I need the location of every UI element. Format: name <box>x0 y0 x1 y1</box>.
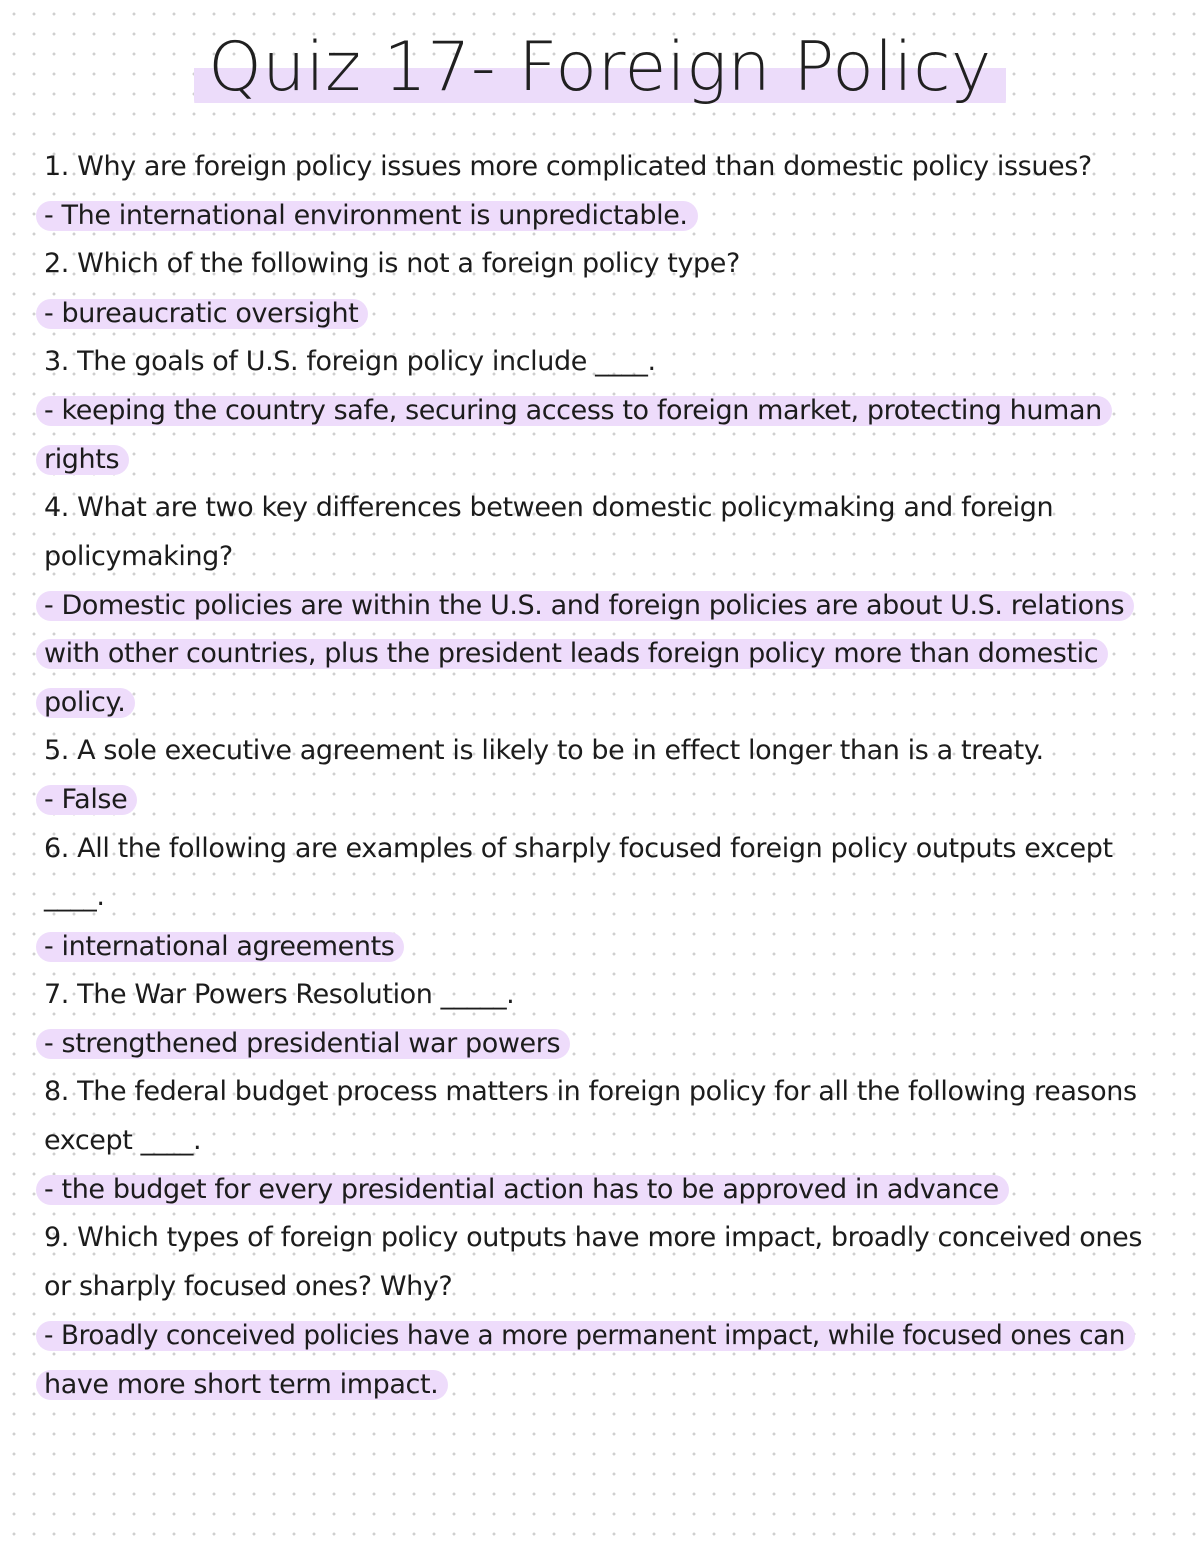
answer-line <box>44 289 1144 338</box>
question-line <box>44 240 1144 289</box>
question-line <box>44 825 1144 874</box>
answer-line <box>44 922 1144 971</box>
question-line <box>44 1068 1144 1117</box>
question-line <box>44 727 1144 776</box>
question-text: except ____. <box>44 1124 202 1156</box>
answer-highlight: - the budget for every presidential action has to be approved in advance <box>36 1175 1009 1205</box>
question-text: 3. The goals of U.S. foreign policy include ____. <box>44 345 656 377</box>
answer-highlight: - Domestic policies are within the U.S. and foreign policies are about U.S. relations <box>36 591 1134 621</box>
question-text: 9. Which types of foreign policy outputs have more impact, broadly conceived ones <box>44 1222 1143 1254</box>
answer-line <box>44 776 1144 825</box>
question-text: 8. The federal budget process matters in foreign policy for all the following reasons <box>44 1076 1137 1108</box>
question-line <box>44 1214 1144 1263</box>
answer-line <box>44 1165 1144 1214</box>
answer-line <box>44 630 1144 679</box>
question-line <box>44 533 1144 582</box>
question-line <box>44 971 1144 1020</box>
answer-highlight: - international agreements <box>36 932 404 962</box>
question-text: 1. Why are foreign policy issues more complicated than domestic policy issues? <box>44 151 1092 182</box>
answer-line <box>44 1019 1144 1068</box>
answer-highlight: policy. <box>36 688 135 718</box>
answer-highlight: - False <box>36 785 137 815</box>
question-line <box>44 1117 1144 1166</box>
question-text: ____. <box>44 881 105 913</box>
answer-highlight: rights <box>36 445 129 475</box>
answer-line <box>44 1360 1144 1409</box>
answer-line <box>44 192 1144 241</box>
answer-line <box>44 435 1144 484</box>
quiz-content <box>44 143 1144 1409</box>
answer-line <box>44 1312 1144 1361</box>
answer-highlight: - bureaucratic oversight <box>36 299 368 329</box>
question-line <box>44 1263 1144 1312</box>
answer-line <box>44 581 1144 630</box>
answer-highlight: - keeping the country safe, securing access to foreign market, protecting human <box>36 396 1112 426</box>
answer-highlight: - Broadly conceived policies have a more permanent impact, while focused ones can <box>36 1321 1135 1351</box>
question-text: or sharply focused ones? Why? <box>44 1270 453 1302</box>
question-text: 7. The War Powers Resolution _____. <box>44 978 515 1010</box>
answer-highlight: with other countries, plus the president leads foreign policy more than domestic <box>36 639 1108 669</box>
answer-highlight: have more short term impact. <box>36 1370 448 1400</box>
question-text: policymaking? <box>44 540 233 572</box>
question-line <box>44 338 1144 387</box>
question-text: 2. Which of the following is not a foreign policy type? <box>44 248 740 280</box>
title-container <box>0 22 1200 114</box>
answer-line <box>44 386 1144 435</box>
answer-line <box>44 679 1144 728</box>
question-text: 6. All the following are examples of sharply focused foreign policy outputs except <box>44 832 1113 864</box>
answer-highlight: - strengthened presidential war powers <box>36 1029 570 1059</box>
question-text: 5. A sole executive agreement is likely to be in effect longer than is a treaty. <box>44 735 1044 767</box>
page-title: Quiz 17- Foreign Policy <box>194 22 1006 114</box>
answer-highlight: - The international environment is unpredictable. <box>36 201 698 231</box>
question-line <box>44 873 1144 922</box>
question-line <box>44 143 1144 192</box>
question-text: 4. What are two key differences between domestic policymaking and foreign <box>44 491 1054 523</box>
question-line <box>44 484 1144 533</box>
